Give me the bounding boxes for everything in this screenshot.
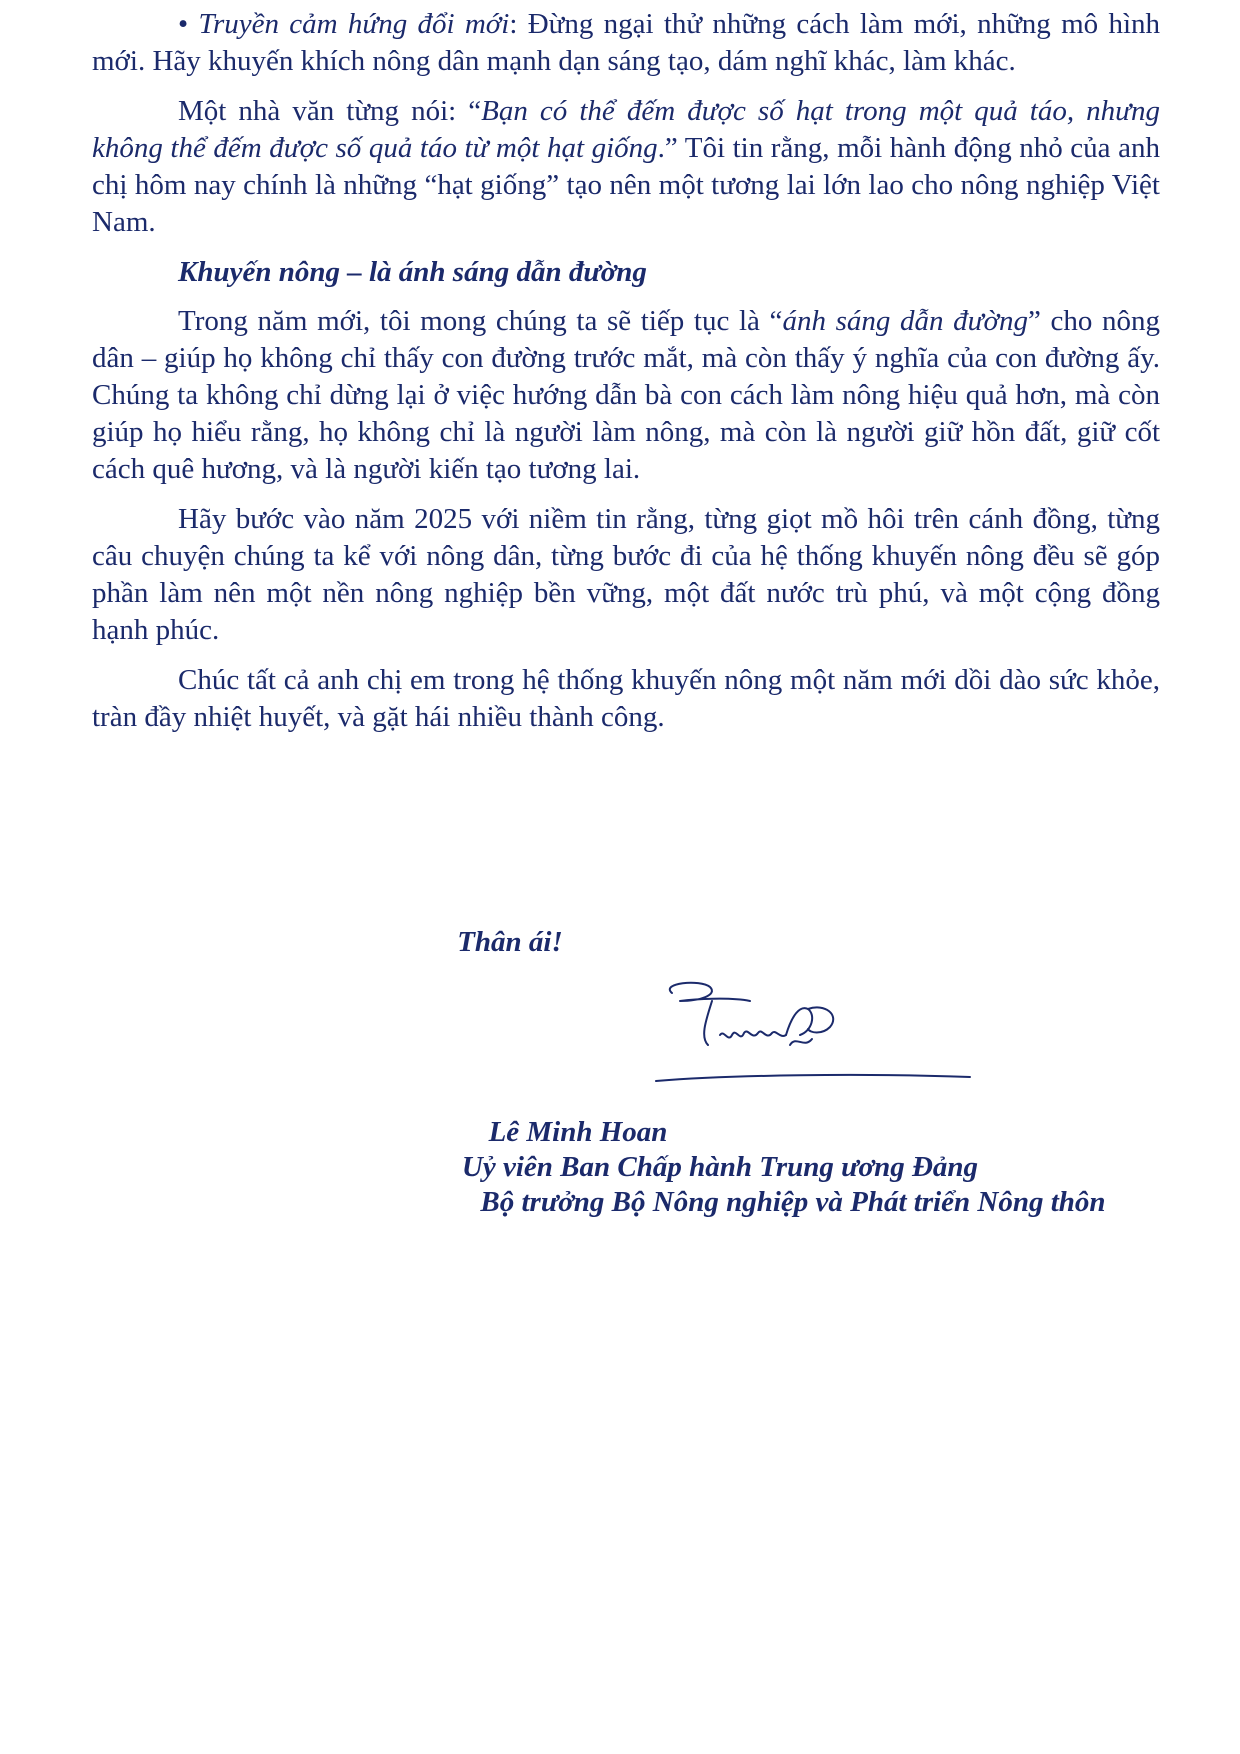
quote-text: Bạn có thể đếm được số hạt trong một quả táo, nhưng không thể đếm được số quả táo từ một hạt giống (92, 95, 1160, 164)
bullet-marker: • (178, 8, 189, 40)
bullet-paragraph (92, 6, 1160, 80)
signatory-title-2: Bộ trưởng Bộ Nông nghiệp và Phát triển Nông thôn (480, 1186, 1106, 1218)
signatory-name: Lê Minh Hoan (488, 1116, 668, 1148)
bullet-label: Truyền cảm hứng đổi mới (198, 8, 510, 40)
quote-paragraph (92, 93, 1160, 241)
light-emphasis: ánh sáng dẫn đường (782, 305, 1028, 337)
section-heading: Khuyến nông – là ánh sáng dẫn đường (178, 256, 647, 288)
signatory-title-1: Uỷ viên Ban Chấp hành Trung ương Đảng (461, 1151, 979, 1183)
light-paragraph (92, 303, 1160, 488)
closing-greeting: Thân ái! (457, 926, 563, 958)
signature-icon (640, 975, 980, 1095)
quote-tail: .” Tôi tin rằng, mỗi hành động nhỏ của anh chị hôm nay chính là những “hạt giống” tạo nên một tương lai lớn lao cho nông nghiệp Việt Nam. (92, 132, 1160, 238)
letter-body (92, 6, 1160, 749)
year-paragraph: Hãy bước vào năm 2025 với niềm tin rằng, từng giọt mồ hôi trên cánh đồng, từng câu chuyện chúng ta kể với nông dân, từng bước đi của hệ thống khuyến nông đều sẽ góp phần làm nên một nền nông nghiệp bền vững, một đất nước trù phú, và một cộng đồng hạnh phúc. (92, 503, 1160, 646)
light-lead: Trong năm mới, tôi mong chúng ta sẽ tiếp tục là “ (178, 305, 783, 337)
quote-lead: Một nhà văn từng nói: “ (178, 95, 482, 127)
bullet-text: : Đừng ngại thử những cách làm mới, những mô hình mới. Hãy khuyến khích nông dân mạnh dạn sáng tạo, dám nghĩ khác, làm khác. (92, 8, 1161, 77)
light-tail: ” cho nông dân – giúp họ không chỉ thấy con đường trước mắt, mà còn thấy ý nghĩa của con đường ấy. Chúng ta không chỉ dừng lại ở việc hướng dẫn bà con cách làm nông hiệu quả hơn, mà còn giúp họ hiểu rằng, họ không chỉ là người làm nông, mà còn là người giữ hồn đất, giữ cốt cách quê hương, và là người kiến tạo tương lai. (92, 305, 1161, 485)
wish-paragraph: Chúc tất cả anh chị em trong hệ thống khuyến nông một năm mới dồi dào sức khỏe, tràn đầy nhiệt huyết, và gặt hái nhiều thành công. (92, 664, 1160, 733)
